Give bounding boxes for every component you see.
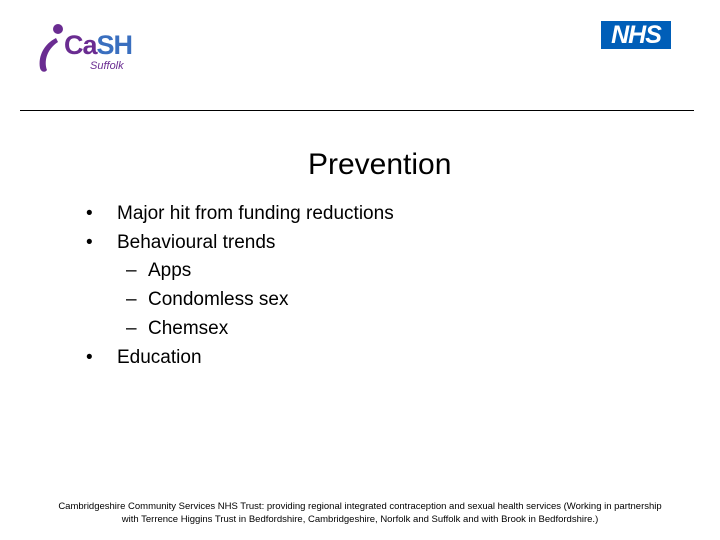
sub-bullet-item: – Condomless sex	[126, 289, 289, 311]
slide-title: Prevention	[308, 148, 452, 181]
footer-line: Cambridgeshire Community Services NHS Trust: providing regional integrated contraception and sexual health services (Working in partnership	[58, 501, 662, 512]
header-divider	[20, 110, 694, 111]
logo-text: CaSH	[64, 30, 133, 60]
icash-suffolk-logo	[34, 20, 144, 76]
logo-subtext: Suffolk	[90, 60, 124, 72]
nhs-logo: NHS	[601, 21, 671, 49]
footer-line: with Terrence Higgins Trust in Bedfordshire, Cambridgeshire, Norfolk and Suffolk and with Brook in Bedfordshire.)	[121, 514, 599, 525]
bullet-item: • Education	[86, 346, 202, 368]
bullet-item: • Behavioural trends	[86, 231, 276, 253]
sub-bullet-item: – Apps	[126, 260, 192, 282]
footer	[30, 500, 690, 526]
bullet-list	[86, 200, 394, 372]
person-icon	[36, 22, 66, 74]
sub-bullet-item: – Chemsex	[126, 317, 229, 339]
bullet-item: • Major hit from funding reductions	[86, 203, 394, 224]
